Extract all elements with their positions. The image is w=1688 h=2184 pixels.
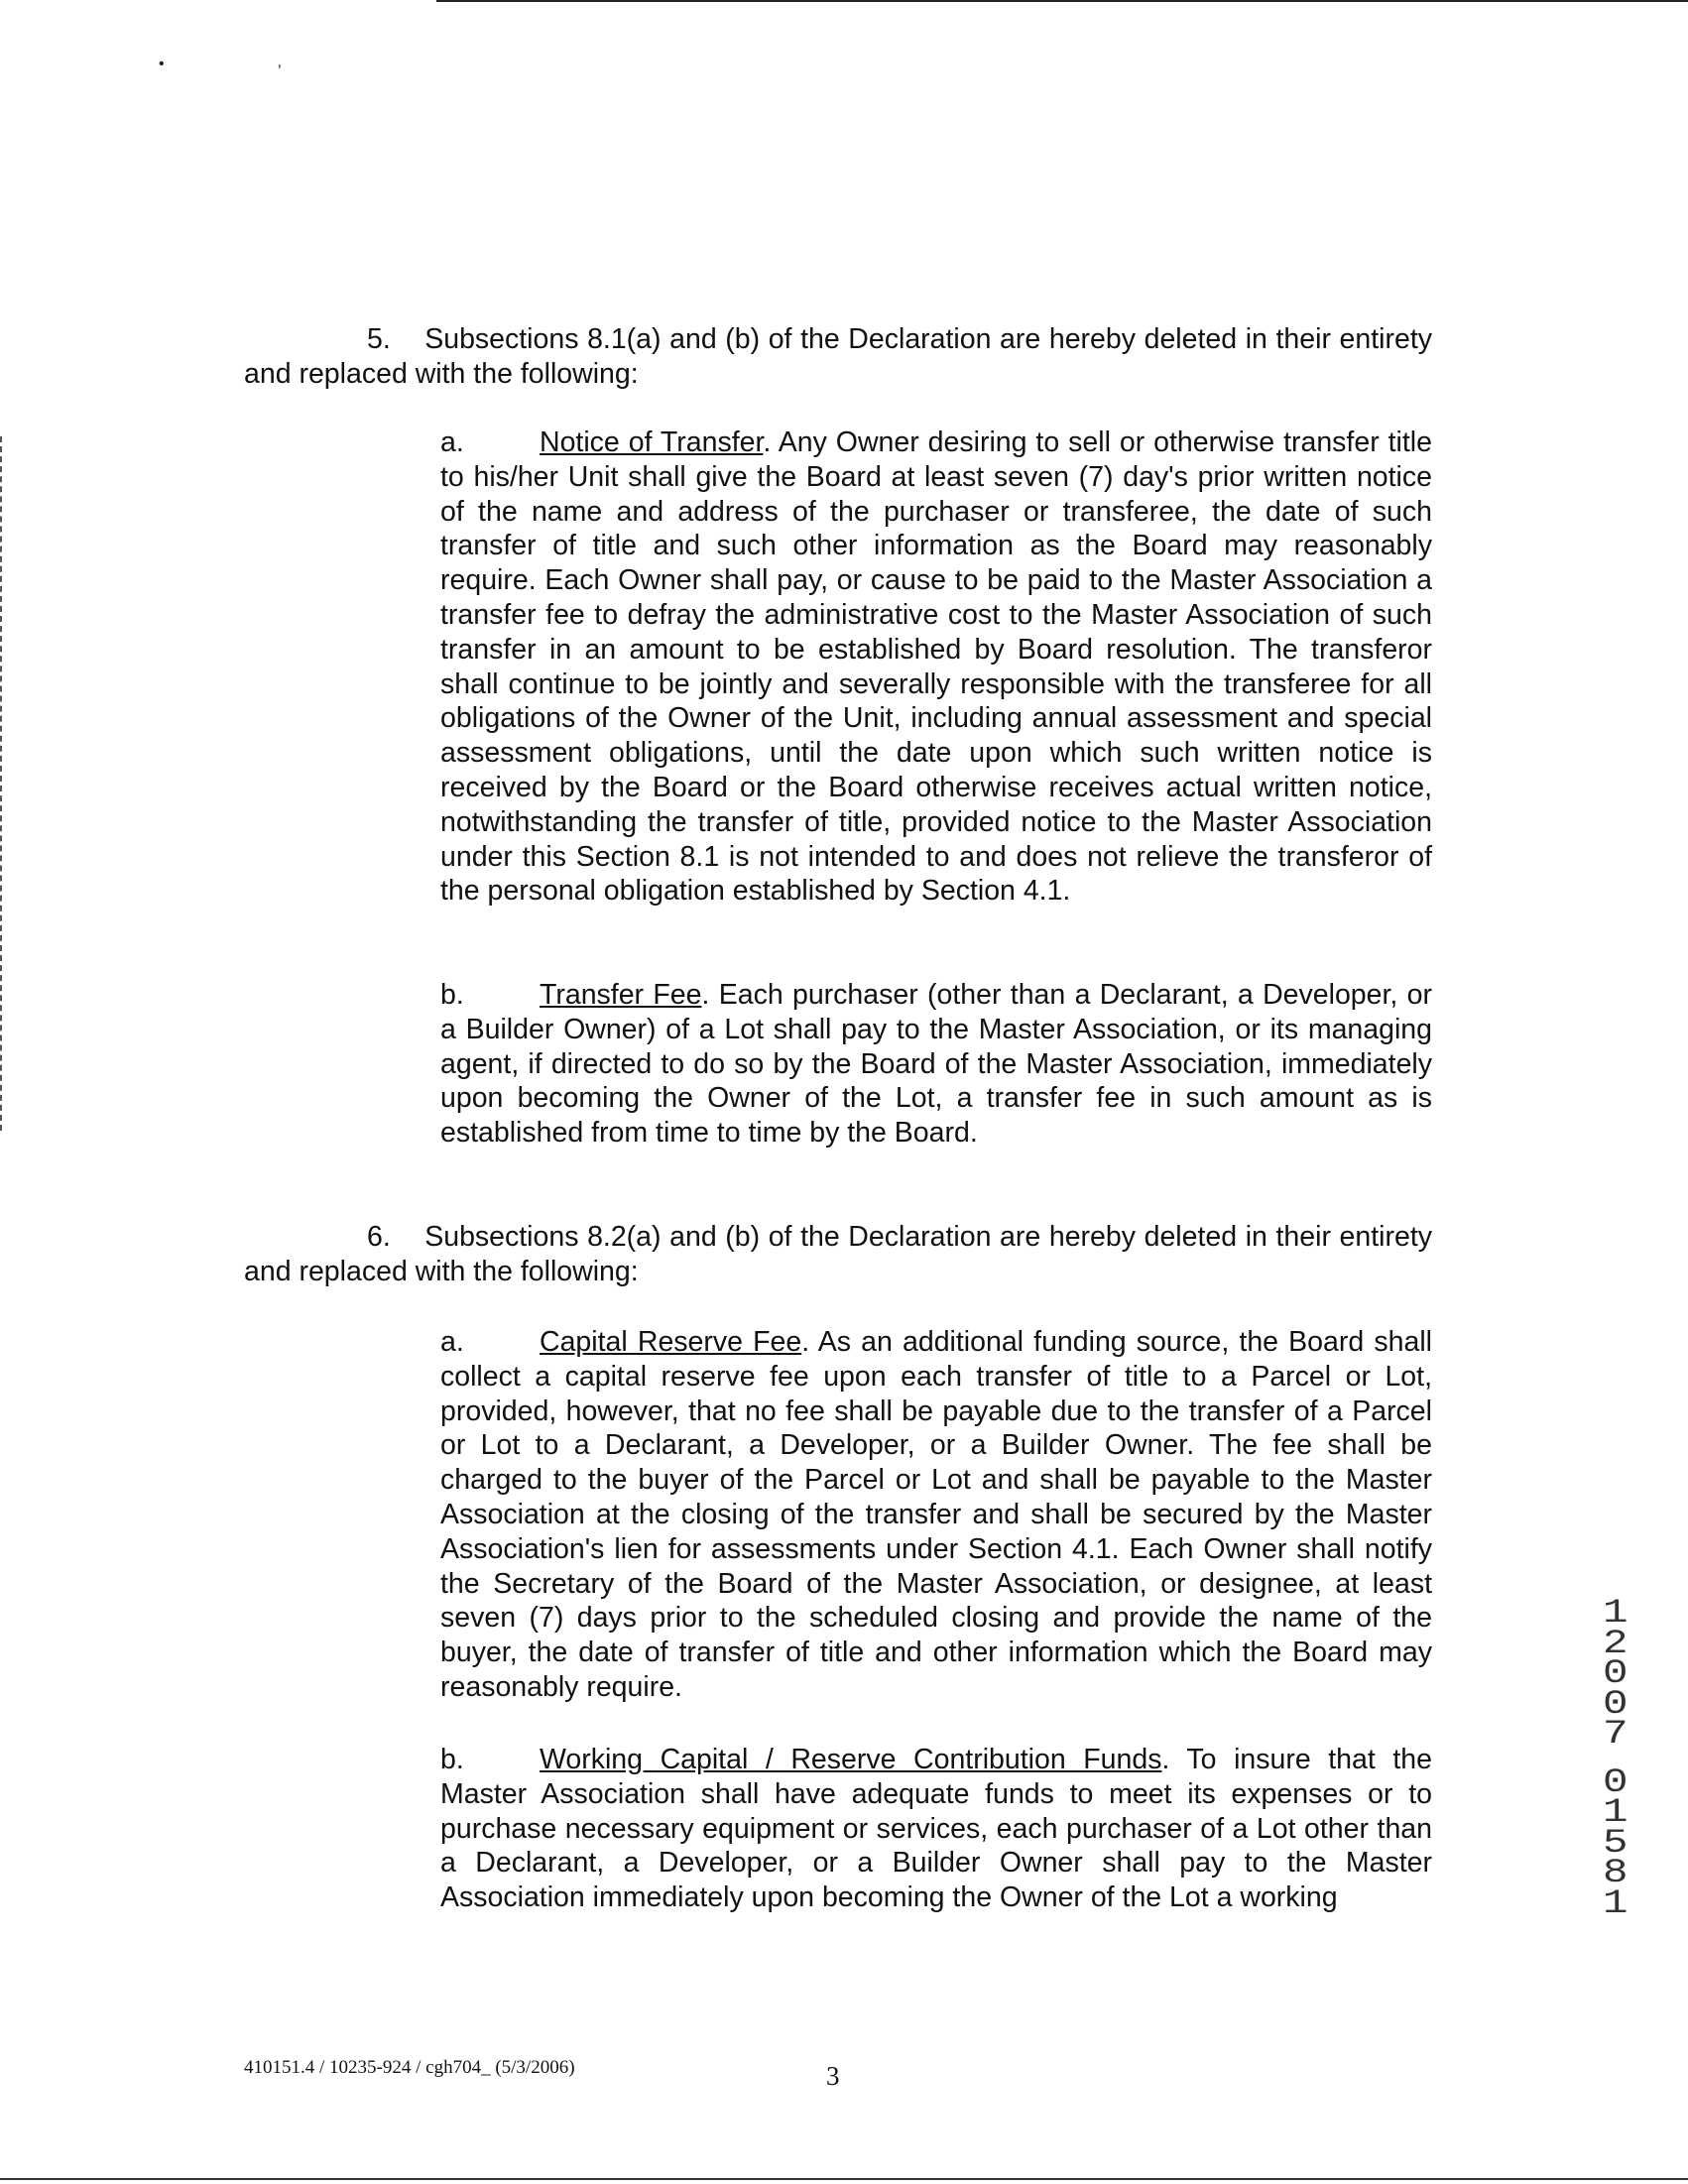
section-5 — [244, 322, 1432, 392]
stamp-char: 7 — [1603, 1716, 1628, 1754]
section-6b-letter: b. — [440, 1744, 464, 1775]
section-6a-heading: Capital Reserve Fee — [540, 1326, 802, 1358]
section-6-intro: Subsections 8.2(a) and (b) of the Declaration are hereby deleted in their entirety and replaced with the following: — [244, 1221, 1432, 1287]
scan-speck: ‚ — [278, 54, 282, 70]
stamp-char: 0 — [1603, 1685, 1628, 1724]
section-6a-text: . As an additional funding source, the Board shall collect a capital reserve fee upon each transfer of title to a Parcel or Lot, provided, however, that no fee shall be payable due to the transfer of a Parcel or Lot to a Declarant, a Developer, or a Builder Owner. The fee shall be charged to the buyer of the Parcel or Lot and shall be payable to the Master Association at the closing of the transfer and shall be secured by the Master Association's lien for assessments under Section 4.1. Each Owner shall notify the Secretary of the Board of the Master Association, or designee, at least seven (7) days prior to the scheduled closing and provide the name of the buyer, the date of transfer of title and other information which the Board may reasonably require. — [440, 1326, 1432, 1703]
section-6b-heading: Working Capital / Reserve Contribution Funds — [540, 1744, 1162, 1775]
section-5b-heading: Transfer Fee — [540, 979, 702, 1011]
section-6a — [440, 1325, 1432, 1705]
section-5a-text: . Any Owner desiring to sell or otherwise transfer title to his/her Unit shall give the Board at least seven (7) day's prior written notice of the name and address of the purchaser or transferee, the date of such transfer of title and such other information as the Board may reasonably require. Each Owner shall pay, or cause to be paid to the Master Association a transfer fee to defray the administrative cost to the Master Association of such transfer in an amount to be established by Board resolution. The transferor shall continue to be jointly and severally responsible with the transferee for all obligations of the Owner of the Unit, including annual assessment and special assessment obligations, until the date upon which such written notice is received by the Board or the Board otherwise receives actual written notice, notwithstanding the transfer of title, provided notice to the Master Association under this Section 8.1 is not intended to and does not relieve the transferor of the personal obligation established by Section 4.1. — [440, 426, 1432, 908]
section-5a — [440, 425, 1432, 909]
stamp-char: 1 — [1603, 1595, 1628, 1633]
section-6a-letter: a. — [440, 1326, 464, 1358]
scan-speck: • — [159, 56, 165, 72]
section-5b-letter: b. — [440, 979, 464, 1011]
recording-stamp — [1603, 1595, 1652, 1923]
stamp-char: 2 — [1603, 1625, 1628, 1663]
section-5-intro: Subsections 8.1(a) and (b) of the Declaration are hereby deleted in their entirety and replaced with the following: — [244, 323, 1432, 390]
stamp-char: 8 — [1603, 1855, 1628, 1892]
stamp-char: 5 — [1603, 1824, 1628, 1863]
stamp-char: 0 — [1603, 1655, 1628, 1693]
scan-edge-left — [0, 436, 4, 1131]
stamp-char: 0 — [1603, 1763, 1628, 1802]
section-5b-text: . Each purchaser (other than a Declarant, a Developer, or a Builder Owner) of a Lot shall pay to the Master Association, or its managing agent, if directed to do so by the Board of the Master Association, immediately upon becoming the Owner of the Lot, a transfer fee in such amount as is established from time to time by the Board. — [440, 979, 1432, 1150]
section-5-number: 5. — [367, 323, 391, 355]
section-5a-letter: a. — [440, 426, 464, 458]
stamp-char: 1 — [1603, 1794, 1628, 1832]
section-5a-heading: Notice of Transfer — [540, 426, 764, 458]
stamp-char: 1 — [1603, 1884, 1628, 1923]
scan-edge-top — [436, 0, 1688, 2]
section-6b-text: . To insure that the Master Association shall have adequate funds to meet its expenses or to purchase necessary equipment or services, each purchaser of a Lot other than a Declarant, a Developer, or a Builder Owner shall pay to the Master Association immediately upon becoming the Owner of the Lot a working — [440, 1744, 1432, 1914]
section-6b — [440, 1743, 1432, 1915]
footer-document-id: 410151.4 / 10235-924 / cgh704_ (5/3/2006) — [244, 2057, 575, 2078]
section-5b — [440, 978, 1432, 1151]
section-6-number: 6. — [367, 1221, 391, 1253]
section-6 — [244, 1220, 1432, 1289]
scan-edge-bottom — [0, 2178, 1688, 2180]
page-number: 3 — [826, 2061, 840, 2091]
